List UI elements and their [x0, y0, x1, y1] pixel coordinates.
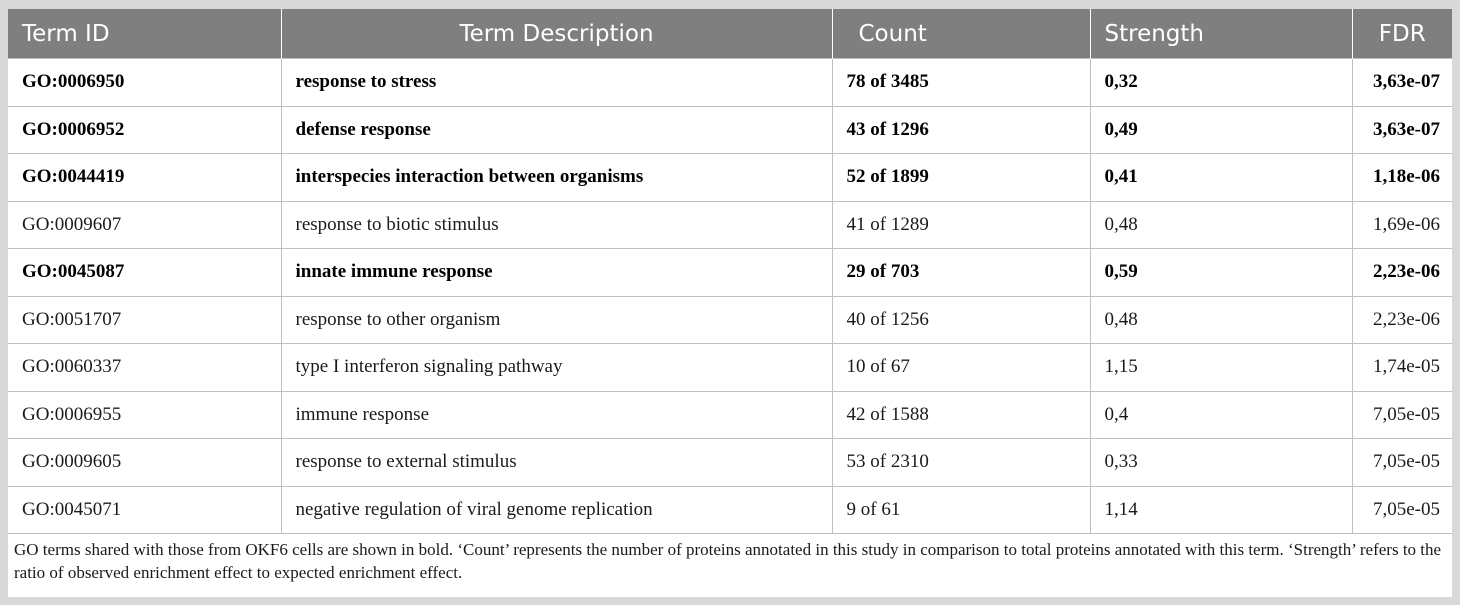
cell-fdr: 7,05e-05: [1352, 439, 1452, 487]
cell-count: 9 of 61: [832, 486, 1090, 534]
go-enrichment-table: [8, 9, 1452, 534]
cell-count: 43 of 1296: [832, 106, 1090, 154]
cell-term-id: GO:0009605: [8, 439, 281, 487]
table-row: [8, 486, 1452, 534]
header-term-id: Term ID: [8, 9, 281, 59]
cell-term-id: GO:0045071: [8, 486, 281, 534]
cell-term-description: innate immune response: [281, 249, 832, 297]
cell-term-id: GO:0060337: [8, 344, 281, 392]
cell-strength: 0,59: [1090, 249, 1352, 297]
table-row: [8, 439, 1452, 487]
table-row: [8, 106, 1452, 154]
cell-term-id: GO:0006955: [8, 391, 281, 439]
cell-count: 52 of 1899: [832, 154, 1090, 202]
cell-fdr: 7,05e-05: [1352, 391, 1452, 439]
header-term-description: Term Description: [281, 9, 832, 59]
cell-term-description: immune response: [281, 391, 832, 439]
cell-fdr: 1,18e-06: [1352, 154, 1452, 202]
cell-fdr: 7,05e-05: [1352, 486, 1452, 534]
table-row: [8, 344, 1452, 392]
cell-term-id: GO:0006952: [8, 106, 281, 154]
cell-count: 40 of 1256: [832, 296, 1090, 344]
table-row: [8, 296, 1452, 344]
table-footnote: GO terms shared with those from OKF6 cells are shown in bold. ‘Count’ represents the number of proteins annotated in this study in comparison to total proteins annotated with this term. ‘Strength’ refers to the ratio of observed enrichment effect to expected enrichment effect.: [14, 540, 1442, 582]
header-strength: Strength: [1090, 9, 1352, 59]
table-header: [8, 9, 1452, 59]
header-row: [8, 9, 1452, 59]
table-row: [8, 249, 1452, 297]
cell-strength: 0,33: [1090, 439, 1352, 487]
table-row: [8, 201, 1452, 249]
cell-count: 29 of 703: [832, 249, 1090, 297]
cell-fdr: 2,23e-06: [1352, 249, 1452, 297]
cell-term-description: response to stress: [281, 59, 832, 107]
cell-term-description: interspecies interaction between organisms: [281, 154, 832, 202]
cell-strength: 0,4: [1090, 391, 1352, 439]
cell-term-id: GO:0045087: [8, 249, 281, 297]
cell-fdr: 1,74e-05: [1352, 344, 1452, 392]
cell-term-id: GO:0044419: [8, 154, 281, 202]
cell-term-id: GO:0009607: [8, 201, 281, 249]
cell-strength: 0,48: [1090, 201, 1352, 249]
cell-count: 42 of 1588: [832, 391, 1090, 439]
cell-strength: 1,14: [1090, 486, 1352, 534]
cell-strength: 0,41: [1090, 154, 1352, 202]
cell-count: 41 of 1289: [832, 201, 1090, 249]
cell-term-id: GO:0006950: [8, 59, 281, 107]
table-row: [8, 154, 1452, 202]
cell-term-id: GO:0051707: [8, 296, 281, 344]
cell-fdr: 1,69e-06: [1352, 201, 1452, 249]
cell-fdr: 2,23e-06: [1352, 296, 1452, 344]
table-container: [8, 9, 1452, 597]
table-body: [8, 59, 1452, 534]
cell-term-description: response to other organism: [281, 296, 832, 344]
cell-term-description: defense response: [281, 106, 832, 154]
cell-count: 78 of 3485: [832, 59, 1090, 107]
cell-count: 53 of 2310: [832, 439, 1090, 487]
cell-count: 10 of 67: [832, 344, 1090, 392]
cell-strength: 1,15: [1090, 344, 1352, 392]
cell-term-description: response to biotic stimulus: [281, 201, 832, 249]
cell-term-description: type I interferon signaling pathway: [281, 344, 832, 392]
cell-strength: 0,49: [1090, 106, 1352, 154]
cell-fdr: 3,63e-07: [1352, 59, 1452, 107]
cell-term-description: response to external stimulus: [281, 439, 832, 487]
header-count: Count: [832, 9, 1090, 59]
cell-strength: 0,32: [1090, 59, 1352, 107]
cell-term-description: negative regulation of viral genome replication: [281, 486, 832, 534]
header-fdr: FDR: [1352, 9, 1452, 59]
table-row: [8, 59, 1452, 107]
table-row: [8, 391, 1452, 439]
cell-strength: 0,48: [1090, 296, 1352, 344]
cell-fdr: 3,63e-07: [1352, 106, 1452, 154]
